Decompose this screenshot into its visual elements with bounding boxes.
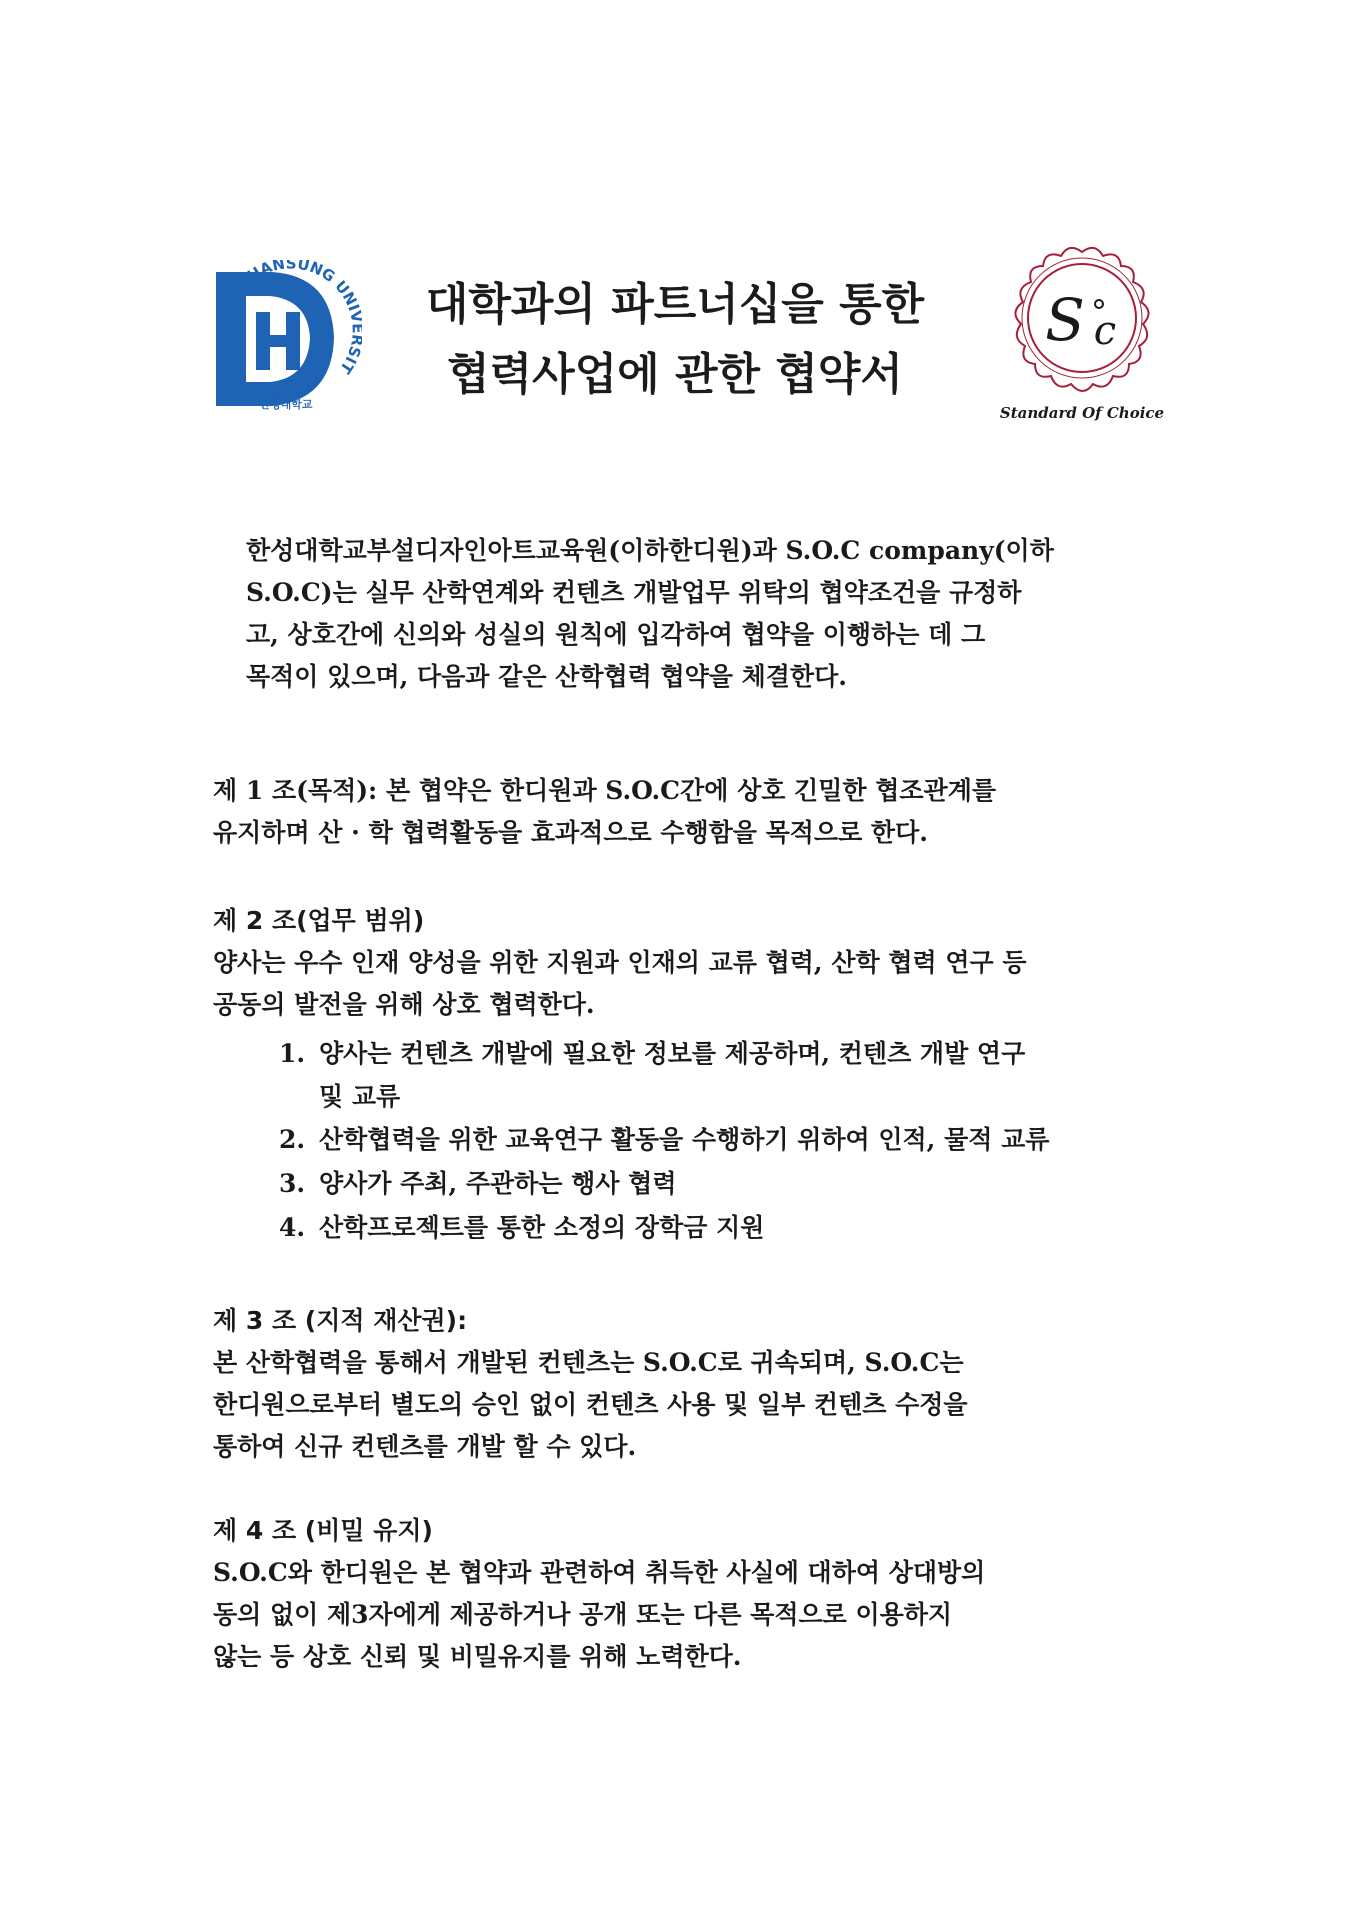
hansung-arc-text: HANSUNG UNI IT — [244, 260, 362, 377]
list-item-text: 양사가 주최, 주관하는 행사 협력 — [319, 1169, 677, 1198]
list-item-number: 3. — [279, 1169, 306, 1198]
article-1-purpose — [213, 770, 1193, 854]
list-item-number: 1. — [279, 1039, 306, 1068]
soc-logo — [995, 240, 1170, 430]
list-item — [279, 1162, 1193, 1206]
article-3-intellectual-property — [213, 1300, 1193, 1468]
hansung-since-text: Since 1945 — [264, 390, 304, 398]
intro-line: S.O.C)는 실무 산학연계와 컨텐츠 개발업무 위탁의 협약조건을 규정하 — [246, 578, 1022, 607]
hansung-korean-name: 한성대학교 — [259, 398, 313, 410]
intro-line: 한성대학교부설디자인아트교육원(이하한디원)과 S.O.C company(이하 — [246, 536, 1054, 565]
title-line-2: 협력사업에 관한 협약서 — [447, 349, 903, 400]
article-2-item-list — [279, 1032, 1193, 1250]
article-2-scope — [213, 900, 1193, 1250]
title-line-1: 대학과의 파트너십을 통한 — [425, 279, 925, 330]
hansung-university-logo — [212, 260, 362, 410]
article-3-line: 본 산학협력을 통해서 개발된 컨텐츠는 S.O.C로 귀속되며, S.O.C는 — [213, 1348, 964, 1377]
article-4-line: 않는 등 상호 신뢰 및 비밀유지를 위해 노력한다. — [213, 1642, 742, 1671]
list-item — [279, 1206, 1193, 1250]
article-2-heading: 제 2 조(업무 범위) — [213, 906, 425, 935]
article-4-line: S.O.C와 한디원은 본 협약과 관련하여 취득한 사실에 대하여 상대방의 — [213, 1558, 986, 1587]
article-2-line: 공동의 발전을 위해 상호 협력한다. — [213, 990, 595, 1019]
list-item — [279, 1032, 1193, 1076]
document-title — [380, 270, 970, 410]
article-1-line: 유지하며 산 · 학 협력활동을 효과적으로 수행함을 목적으로 한다. — [213, 818, 928, 847]
article-4-confidentiality — [213, 1510, 1193, 1678]
article-3-line: 통하여 신규 컨텐츠를 개발 할 수 있다. — [213, 1432, 637, 1461]
soc-monogram-c: c — [1093, 308, 1117, 354]
list-item-text: 산학협력을 위한 교육연구 활동을 수행하기 위하여 인적, 물적 교류 — [319, 1125, 1050, 1154]
article-3-heading: 제 3 조 (지적 재산권): — [213, 1306, 468, 1335]
hansung-logo-graphic — [212, 260, 362, 410]
list-item-continuation: 및 교류 — [319, 1082, 401, 1111]
list-item-number: 4. — [279, 1213, 306, 1242]
article-2-line: 양사는 우수 인재 양성을 위한 지원과 인재의 교류 협력, 산학 협력 연구 등 — [213, 948, 1027, 977]
intro-line: 목적이 있으며, 다음과 같은 산학협력 협약을 체결한다. — [246, 662, 847, 691]
article-4-heading: 제 4 조 (비밀 유지) — [213, 1516, 433, 1545]
intro-line: 고, 상호간에 신의와 성실의 원칙에 입각하여 협약을 이행하는 데 그 — [246, 620, 986, 649]
soc-logo-graphic — [995, 240, 1170, 430]
soc-monogram-s: S — [1045, 286, 1085, 354]
list-item-text: 산학프로젝트를 통한 소정의 장학금 지원 — [319, 1213, 765, 1242]
article-3-line: 한디원으로부터 별도의 승인 없이 컨텐츠 사용 및 일부 컨텐츠 수정을 — [213, 1390, 968, 1419]
intro-paragraph — [246, 530, 1176, 698]
article-1-line: 제 1 조(목적): 본 협약은 한디원과 S.O.C간에 상호 긴밀한 협조관계를 — [213, 776, 996, 805]
article-4-line: 동의 없이 제3자에게 제공하거나 공개 또는 다른 목적으로 이용하지 — [213, 1600, 953, 1629]
list-item-number: 2. — [279, 1125, 306, 1154]
list-item — [279, 1118, 1193, 1162]
list-item-text: 양사는 컨텐츠 개발에 필요한 정보를 제공하며, 컨텐츠 개발 연구 — [319, 1039, 1026, 1068]
soc-tagline: Standard Of Choice — [999, 404, 1165, 422]
